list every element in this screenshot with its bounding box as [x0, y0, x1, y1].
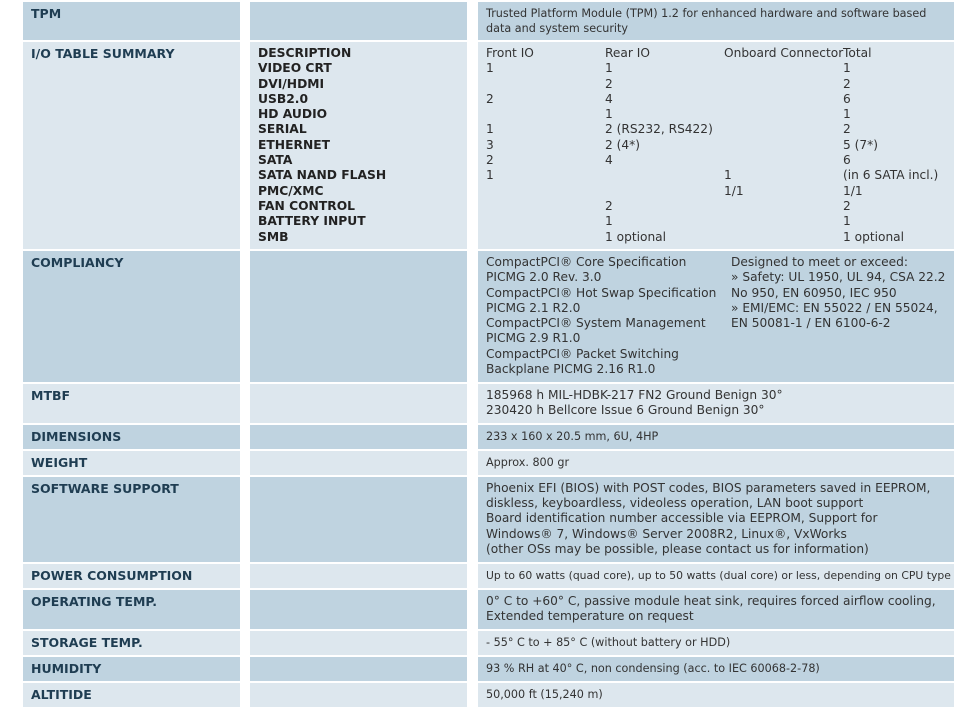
io-onboard-value: [724, 153, 843, 168]
io-front-value: [486, 184, 534, 199]
io-total-value: 1 optional: [843, 229, 905, 244]
spec-value-cell: [478, 384, 954, 423]
spec-value-line: 0° C to +60° C, passive module heat sink, requires forced airflow cooling,: [486, 594, 936, 608]
io-header-total: Total: [843, 46, 872, 60]
compliancy-line: CompactPCI® Hot Swap Specification: [486, 285, 717, 300]
io-front-value: [486, 214, 534, 229]
io-rear-value: 4: [605, 153, 613, 168]
spec-sub-cell: [250, 590, 467, 629]
spec-row-weight: [0, 451, 959, 475]
spec-label-cell: [23, 657, 240, 681]
spec-sub-cell: [250, 2, 467, 40]
io-front-value: [486, 77, 534, 92]
spec-row-storage-temp: [0, 631, 959, 655]
io-total-value: 1/1: [843, 183, 863, 198]
io-onboard-value: [724, 61, 843, 76]
spec-value-line: diskless, keyboardless, videoless operation, LAN boot support: [486, 496, 864, 511]
io-rear-value: [605, 184, 713, 199]
spec-label-cell: [23, 590, 240, 629]
compliancy-line: EN 50081-1 / EN 6100-6-2: [731, 316, 891, 331]
spec-label: STORAGE TEMP.: [31, 635, 143, 650]
compliancy-line: PICMG 2.1 R2.0: [486, 300, 581, 315]
spec-row-dimensions: [0, 425, 959, 449]
io-onboard-value: [724, 214, 843, 229]
io-front-value: 1: [486, 168, 494, 183]
io-rear-value: 2 (4*): [605, 137, 640, 152]
io-rear-value: 1 optional: [605, 229, 667, 244]
io-total-value: 6: [843, 153, 851, 168]
spec-sub-cell: [250, 657, 467, 681]
io-front-value: [486, 199, 534, 214]
spec-value-line: Board identification number accessible via EEPROM, Support for: [486, 511, 878, 526]
spec-label-cell: [23, 2, 240, 40]
io-header-onboard: Onboard Connector: [724, 46, 844, 60]
io-item-name: HD AUDIO: [258, 107, 328, 122]
spec-label: SOFTWARE SUPPORT: [31, 481, 179, 496]
io-onboard-value: [724, 199, 843, 214]
io-front-value: 2: [486, 153, 494, 168]
compliancy-line: PICMG 2.9 R1.0: [486, 331, 581, 346]
spec-label: MTBF: [31, 388, 71, 403]
spec-value-cell: [478, 564, 954, 588]
spec-sub-cell: [250, 251, 467, 382]
io-total-column: [843, 46, 938, 245]
io-onboard-value: 1: [724, 168, 732, 183]
io-item-name: DVI/HDMI: [258, 76, 325, 91]
io-item-name: ETHERNET: [258, 137, 331, 152]
spec-value-cell: [478, 425, 954, 449]
spec-value: Approx. 800 gr: [486, 456, 570, 469]
io-item-name: SMB: [258, 229, 289, 244]
io-front-column: [486, 46, 534, 245]
io-rear-value: 2: [605, 198, 613, 213]
spec-sub-cell: [250, 631, 467, 655]
io-total-value: 1: [843, 107, 851, 122]
io-front-value: 1: [486, 61, 494, 76]
io-header-description: DESCRIPTION: [258, 46, 352, 60]
spec-label: OPERATING TEMP.: [31, 594, 158, 609]
spec-value-cell: [478, 2, 954, 40]
io-onboard-value: [724, 77, 843, 92]
compliancy-specs: [486, 255, 716, 377]
io-front-value: 1: [486, 122, 494, 137]
spec-value-line: Windows® 7, Windows® Server 2008R2, Linux®, VxWorks: [486, 526, 847, 541]
compliancy-line: » Safety: UL 1950, UL 94, CSA 22.2: [731, 270, 946, 285]
spec-row-software-support: [0, 477, 959, 562]
io-item-name: SATA: [258, 153, 293, 168]
spec-label: I/O TABLE SUMMARY: [31, 46, 175, 61]
io-total-value: 2: [843, 198, 851, 213]
spec-value-line: 230420 h Bellcore Issue 6 Ground Benign 30°: [486, 403, 765, 418]
spec-label-cell: [23, 683, 240, 707]
spec-label-cell: [23, 451, 240, 475]
spec-sub-cell: [250, 384, 467, 423]
io-onboard-value: 1/1: [724, 183, 744, 198]
spec-value: 50,000 ft (15,240 m): [486, 688, 603, 701]
io-total-value: 2: [843, 76, 851, 91]
spec-value-cell: [478, 451, 954, 475]
spec-label-cell: [23, 384, 240, 423]
io-total-value: 2: [843, 122, 851, 137]
spec-row-power-consumption: [0, 564, 959, 588]
io-item-name: FAN CONTROL: [258, 198, 355, 213]
spec-value-line: Phoenix EFI (BIOS) with POST codes, BIOS parameters saved in EEPROM,: [486, 481, 931, 495]
compliancy-line: Backplane PICMG 2.16 R1.0: [486, 362, 656, 377]
spec-value-line: Trusted Platform Module (TPM) 1.2 for enhanced hardware and software based: [486, 7, 927, 20]
io-onboard-value: [724, 92, 843, 107]
io-total-value: 6: [843, 91, 851, 106]
compliancy-standards: [731, 255, 945, 331]
io-header-rear: Rear IO: [605, 46, 650, 60]
io-header-front: Front IO: [486, 46, 534, 60]
spec-label: ALTITIDE: [31, 687, 92, 702]
io-rear-column: [605, 46, 713, 245]
io-total-value: 1: [843, 214, 851, 229]
spec-label: COMPLIANCY: [31, 255, 124, 270]
spec-row-altitude: [0, 683, 959, 707]
spec-sub-cell: [250, 564, 467, 588]
spec-label-cell: [23, 631, 240, 655]
compliancy-line: » EMI/EMC: EN 55022 / EN 55024,: [731, 300, 938, 315]
io-rear-value: [605, 168, 713, 183]
spec-sub-cell: [250, 425, 467, 449]
spec-sub-cell: [250, 683, 467, 707]
spec-value-line: (other OSs may be possible, please contact us for information): [486, 541, 869, 556]
spec-value-line: Extended temperature on request: [486, 609, 694, 624]
io-values-cell: [478, 42, 954, 249]
spec-row-operating-temp: [0, 590, 959, 629]
spec-label: HUMIDITY: [31, 661, 102, 676]
spec-value: 233 x 160 x 20.5 mm, 6U, 4HP: [486, 430, 659, 443]
spec-label: DIMENSIONS: [31, 429, 122, 444]
io-rear-value: 4: [605, 91, 613, 106]
spec-label-cell: [23, 42, 240, 249]
io-rear-value: 1: [605, 107, 613, 122]
io-total-value: 1: [843, 61, 851, 76]
io-rear-value: 1: [605, 214, 613, 229]
io-total-value: (in 6 SATA incl.): [843, 168, 939, 183]
io-onboard-column: [724, 46, 843, 245]
spec-value: - 55° C to + 85° C (without battery or HDD): [486, 636, 731, 649]
io-front-value: [486, 230, 534, 245]
io-rear-value: 1: [605, 61, 613, 76]
compliancy-line: CompactPCI® Core Specification: [486, 255, 687, 269]
spec-row-mtbf: [0, 384, 959, 423]
io-description-column: [250, 42, 467, 249]
compliancy-line: Designed to meet or exceed:: [731, 255, 908, 269]
spec-label-cell: [23, 251, 240, 382]
io-item-name: SATA NAND FLASH: [258, 168, 387, 183]
spec-value-cell: [478, 657, 954, 681]
io-item-name: PMC/XMC: [258, 183, 324, 198]
io-item-name: BATTERY INPUT: [258, 214, 366, 229]
spec-row-io-summary: [0, 42, 959, 249]
io-front-value: 2: [486, 91, 494, 106]
io-onboard-value: [724, 138, 843, 153]
spec-sub-cell: [250, 477, 467, 562]
spec-row-compliancy: [0, 251, 959, 382]
io-onboard-value: [724, 107, 843, 122]
io-rear-value: 2: [605, 76, 613, 91]
spec-value-cell: [478, 590, 954, 629]
spec-value-cell: [478, 683, 954, 707]
io-rear-value: 2 (RS232, RS422): [605, 122, 713, 137]
io-item-name: SERIAL: [258, 122, 307, 137]
spec-label: POWER CONSUMPTION: [31, 568, 193, 583]
spec-row-humidity: [0, 657, 959, 681]
compliancy-line: CompactPCI® Packet Switching: [486, 346, 679, 361]
io-onboard-value: [724, 122, 843, 137]
spec-value: 93 % RH at 40° C, non condensing (acc. to IEC 60068-2-78): [486, 662, 820, 675]
spec-label-cell: [23, 477, 240, 562]
io-front-value: [486, 107, 534, 122]
spec-value-cell: [478, 631, 954, 655]
spec-sub-cell: [250, 451, 467, 475]
spec-label: WEIGHT: [31, 455, 88, 470]
compliancy-line: No 950, EN 60950, IEC 950: [731, 285, 897, 300]
spec-value-line: 185968 h MIL-HDBK-217 FN2 Ground Benign 30°: [486, 388, 783, 402]
spec-value: Up to 60 watts (quad core), up to 50 watts (dual core) or less, depending on CPU type: [486, 569, 951, 582]
spec-value-cell: [478, 251, 954, 382]
io-front-value: 3: [486, 137, 494, 152]
io-onboard-value: [724, 230, 843, 245]
compliancy-line: PICMG 2.0 Rev. 3.0: [486, 270, 602, 285]
spec-label-cell: [23, 564, 240, 588]
compliancy-line: CompactPCI® System Management: [486, 316, 706, 331]
spec-row-tpm: [0, 2, 959, 40]
spec-label: TPM: [31, 6, 62, 21]
spec-label-cell: [23, 425, 240, 449]
io-total-value: 5 (7*): [843, 137, 878, 152]
io-item-name: VIDEO CRT: [258, 61, 332, 76]
spec-value-cell: [478, 477, 954, 562]
spec-value-line: data and system security: [486, 22, 629, 36]
io-item-name: USB2.0: [258, 91, 308, 106]
